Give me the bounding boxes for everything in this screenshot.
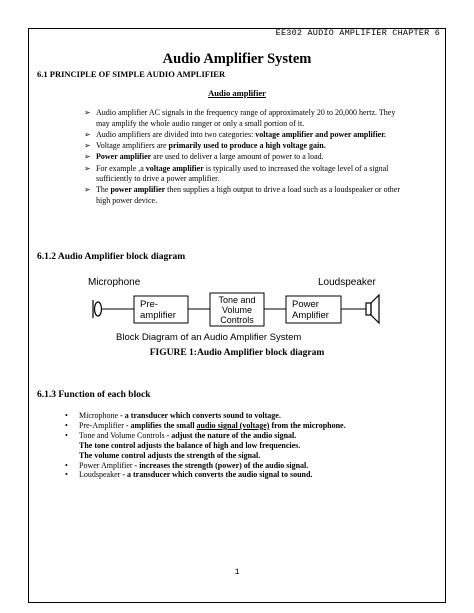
- arrow-bullet-icon: ➢: [84, 129, 91, 139]
- page-title: Audio Amplifier System: [162, 51, 312, 67]
- arrow-bullet-item: [84, 108, 404, 129]
- loudspeaker-label: Loudspeaker: [318, 277, 376, 288]
- microphone-icon: [93, 300, 102, 318]
- function-list: [63, 411, 423, 480]
- figure-caption: FIGURE 1:Audio Amplifier block diagram: [149, 348, 325, 358]
- arrow-bullet-icon: ➢: [84, 163, 91, 173]
- preamplifier-label-line2: amplifier: [140, 310, 176, 321]
- tone-volume-label-line3: Controls: [220, 315, 254, 325]
- function-item-desc: The tone control adjusts the balance of high and low frequencies.: [79, 440, 301, 450]
- arrow-bullet-icon: ➢: [84, 185, 91, 195]
- diagram-caption: Block Diagram of an Audio Amplifier System: [116, 332, 302, 343]
- bullet-text: Audio amplifier AC signals in the frequency range of approximately 20 to 20,000 hertz. They may amplify the whole audio ranger or only a small portion of it.: [96, 108, 396, 128]
- audio-amplifier-subheading: Audio amplifier: [208, 88, 266, 98]
- function-item-desc: The volume control adjusts the strength of the signal.: [79, 450, 261, 460]
- power-amplifier-label-line2: Amplifier: [292, 310, 329, 321]
- bullet-text: Voltage amplifiers are: [96, 141, 169, 151]
- bullet-text: is typically used to increased the voltage level of a signal sufficiently to drive a power amplifier.: [96, 163, 389, 184]
- bullet-dot-icon: •: [65, 420, 68, 430]
- function-item-desc: - amplifies the small: [125, 420, 197, 430]
- bullet-text: then supplies a high output to drive a load such as a loudspeaker or other high power device.: [96, 185, 401, 206]
- function-item-underlined: audio signal (voltage): [196, 420, 270, 430]
- function-item-name: Pre-Amplifier: [79, 420, 126, 430]
- bullet-bold-text: Power amplifier: [96, 152, 152, 162]
- function-item-continuation: [63, 441, 423, 451]
- tone-volume-label-line1: Tone and: [218, 295, 256, 305]
- bullet-text: For example ,a: [96, 163, 146, 173]
- bullet-bold-text: voltage amplifier and power amplifier.: [255, 129, 387, 139]
- function-item: [63, 470, 423, 480]
- arrow-bullet-item: [84, 185, 404, 206]
- function-item-desc: from the microphone.: [269, 420, 346, 430]
- arrow-bullet-icon: ➢: [84, 108, 91, 117]
- function-item-name: Microphone: [79, 411, 121, 420]
- preamplifier-label-line1: Pre-: [140, 299, 158, 310]
- tone-volume-label-line2: Volume: [221, 305, 253, 315]
- bullet-dot-icon: •: [65, 411, 68, 420]
- bullet-bold-text: voltage amplifier: [145, 163, 204, 173]
- function-item: [63, 411, 423, 421]
- function-item-desc: - adjust the nature of the audio signal.: [166, 430, 297, 440]
- arrow-bullet-item: [84, 152, 404, 163]
- arrow-bullet-list: [84, 108, 404, 207]
- arrow-bullet-icon: ➢: [84, 141, 91, 151]
- bullet-text: The: [96, 185, 111, 195]
- function-item-desc: - a transducer which converts sound to voltage.: [120, 411, 281, 420]
- block-diagram: [86, 272, 386, 344]
- arrow-bullet-item: [84, 130, 404, 141]
- microphone-label: Microphone: [88, 277, 141, 288]
- function-item: [63, 461, 423, 471]
- bullet-text: Audio amplifiers are divided into two categories:: [96, 129, 256, 139]
- function-item: [63, 421, 423, 431]
- section-6-1-heading: 6.1 PRINCIPLE OF SIMPLE AUDIO AMPLIFIER: [37, 69, 226, 79]
- section-6-1-2-heading: 6.1.2 Audio Amplifier block diagram: [37, 252, 186, 262]
- section-6-1-3-heading: 6.1.3 Function of each block: [37, 390, 151, 400]
- arrow-bullet-item: [84, 164, 404, 185]
- function-item-desc: - increases the strength (power) of the audio signal.: [134, 460, 309, 470]
- function-item-desc: - a transducer which converts the audio signal to sound.: [122, 470, 313, 480]
- running-header: EE302 AUDIO AMPLIFIER CHAPTER 6: [275, 28, 440, 38]
- function-item-name: Loudspeaker: [79, 470, 123, 480]
- arrow-bullet-item: [84, 141, 404, 152]
- bullet-bold-text: primarily used to produce a high voltage gain.: [168, 141, 326, 151]
- function-item-name: Power Amplifier: [79, 460, 135, 470]
- bullet-dot-icon: •: [65, 430, 68, 440]
- bullet-text: are used to deliver a large amount of power to a load.: [151, 152, 324, 162]
- arrow-bullet-icon: ➢: [84, 152, 91, 162]
- page-number: 1: [234, 567, 240, 577]
- function-item-continuation: [63, 451, 423, 461]
- function-item-name: Tone and Volume Controls: [79, 430, 167, 440]
- power-amplifier-label-line1: Power: [292, 299, 319, 310]
- bullet-dot-icon: •: [65, 470, 68, 480]
- function-item: [63, 431, 423, 441]
- loudspeaker-icon: [366, 295, 379, 323]
- bullet-dot-icon: •: [65, 460, 68, 470]
- bullet-bold-text: power amplifier: [110, 185, 166, 195]
